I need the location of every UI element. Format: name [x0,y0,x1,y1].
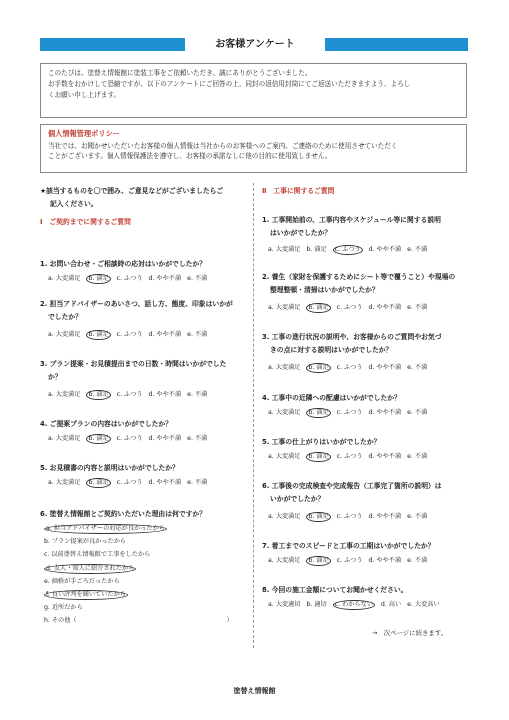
option-e[interactable]: e. 不満 [407,453,428,460]
option-e[interactable]: e. 不満 [187,479,208,486]
reason-list [44,522,233,628]
option-c[interactable]: c. ふつう [116,391,143,398]
question-text: か？ [48,373,62,381]
option-d[interactable]: d. やや不満 [148,479,182,486]
option-c[interactable]: c. ふつう [336,409,363,416]
option-e[interactable]: e. 不満 [407,304,428,311]
column-divider [253,183,254,648]
option-e[interactable]: e. 不満 [187,435,208,442]
header-bar-right [325,38,468,51]
option-d[interactable]: d. やや不満 [368,513,402,520]
question-l4: 4. ご提案プランの内容はいかがでしたか？ [40,420,173,428]
option-d[interactable]: d. やや不満 [368,409,402,416]
option-d[interactable]: d. やや不満 [368,246,402,253]
option-b-selected[interactable]: b. 満足 [308,409,329,416]
option-d[interactable]: d. やや不満 [148,275,182,282]
question-r4: 4. 工事中の近隣への配慮はいかがでしたか？ [262,394,401,402]
question-r3 [262,331,467,357]
reason-h-label: h. その他（ [44,617,77,625]
circle-mark: f. 良い評判を聞いていたから [46,591,126,599]
option-e[interactable]: e. 不満 [407,409,428,416]
option-b-selected[interactable]: b. 満足 [88,391,109,398]
question-l6: 6. 塗替え情報館とご契約いただいた理由は何ですか？ [40,510,207,518]
option-b-selected[interactable]: b. 満足 [88,435,109,442]
option-c[interactable]: c. ふつう [336,364,363,371]
rating-options-r1 [268,245,431,255]
option-a[interactable]: a. 大変満足 [268,513,301,520]
intro-line: このたびは、塗替え情報館に塗装工事をご依頼いただき、誠にありがとうございました。 [48,69,312,77]
question-text: きの点に対する説明はいかがでしたか？ [270,346,393,354]
question-text: はいかがでしたか？ [270,229,332,237]
option-d[interactable]: d. やや不満 [368,364,402,371]
question-text: 整理整頓・清掃はいかがでしたか？ [270,286,379,294]
instructions: ★該当するものを〇で囲み、ご意見などがございましたらご [40,187,224,195]
option-e[interactable]: e. 不満 [407,513,428,520]
option-d[interactable]: d. 高い [380,601,402,608]
option-b-selected[interactable]: b. 満足 [88,331,109,338]
option-d[interactable]: d. やや不満 [148,391,182,398]
rating-options-r3 [268,363,431,373]
price-options [268,600,444,610]
circle-mark: d. 友人・知人に紹介されたから [46,564,135,572]
intro-box [40,63,467,118]
rating-options-r4 [268,408,431,418]
option-c[interactable]: c. ふつう [116,435,143,442]
option-a[interactable]: a. 大変適切 [268,601,301,608]
option-b-selected[interactable]: b. 満足 [308,453,329,460]
option-d[interactable]: d. やや不満 [368,453,402,460]
left-column [40,185,245,228]
option-a[interactable]: a. 大変満足 [48,331,81,338]
intro-line: お手数をおかけして恐縮ですが、以下のアンケートにご回答の上、同封の返信用封筒にてご返送いただきますよう、よろし [48,80,411,88]
option-d[interactable]: d. やや不満 [148,435,182,442]
option-d[interactable]: d. やや不満 [148,331,182,338]
option-e[interactable]: e. 不満 [407,364,428,371]
option-e[interactable]: e. 不満 [187,391,208,398]
reason-h[interactable] [44,614,233,627]
question-r7: 7. 着工までのスピードと工事の工期はいかがでしたか？ [262,542,435,550]
question-l1: 1. お問い合わせ・ご相談時の応対はいかがでしたか？ [40,260,207,268]
option-b[interactable]: b. 満足 [306,246,327,253]
privacy-line: 当社では、お聞かせいただいたお客様の個人情報は当社からのお客様へのご案内、ご連絡のために使用させていただく [48,141,398,150]
option-b-selected[interactable]: b. 満足 [88,275,109,282]
rating-options-r5 [268,452,431,462]
option-a[interactable]: a. 大変満足 [268,364,301,371]
option-c-selected[interactable]: c. わからない [334,601,373,608]
reason-d-selected[interactable] [44,562,233,575]
option-b[interactable]: b. 適切 [306,601,327,608]
option-a[interactable]: a. 大変満足 [268,246,301,253]
option-e[interactable]: e. 大変高い [407,601,440,608]
option-c[interactable]: c. ふつう [116,275,143,282]
reason-c[interactable]: c. 以前塗替え情報館で工事をしたから [44,551,151,559]
option-a[interactable]: a. 大変満足 [48,479,81,486]
option-c[interactable]: c. ふつう [116,479,143,486]
option-c[interactable]: c. ふつう [336,513,363,520]
option-b-selected[interactable]: b. 満足 [308,304,329,311]
option-e[interactable]: e. 不満 [187,275,208,282]
question-r8: 8. 今回の施工金額についてお聞かせください。 [262,586,408,594]
circle-mark: a. 担当アドバイザーの対応が良かったから [46,525,165,532]
option-a[interactable]: a. 大変満足 [268,409,301,416]
reason-e[interactable]: e. 価格が手ごろだったから [44,577,120,585]
question-l3 [40,358,245,384]
option-b-selected[interactable]: b. 満足 [308,364,329,371]
option-a[interactable]: a. 大変満足 [48,275,81,282]
option-a[interactable]: a. 大変満足 [268,557,301,564]
section-heading-work: Ⅱ 工事に関するご質問 [262,187,335,195]
question-r6 [262,480,467,506]
rating-options-l1 [48,274,211,284]
option-b-selected[interactable]: b. 満足 [88,479,109,486]
option-e[interactable]: e. 不満 [407,557,428,564]
option-c[interactable]: c. ふつう [336,304,363,311]
option-c[interactable]: c. ふつう [116,331,143,338]
reason-b[interactable]: b. プラン提案が良かったから [44,538,127,546]
option-d[interactable]: d. やや不満 [368,557,402,564]
option-a[interactable]: a. 大変満足 [48,435,81,442]
option-a[interactable]: a. 大変満足 [268,304,301,311]
question-r1 [262,214,467,240]
question-text: 3. プラン提案・お見積提出までの日数・時間はいかがでした [40,360,227,368]
rating-options-l4 [48,434,211,444]
section-heading-contract: Ⅰ ご契約までに関するご質問 [40,218,131,226]
question-text: いかがでしたか？ [270,495,325,503]
question-text: 2. 担当アドバイザーのあいさつ、話し方、態度、印象はいかが [40,300,233,308]
rating-options-r2 [268,303,431,313]
rating-options-r7 [268,556,431,566]
right-column [262,185,467,197]
question-r5: 5. 工事の仕上がりはいかがでしたか？ [262,438,381,446]
header-bar-left [40,38,185,51]
privacy-title: 個人情報管理ポリシー [48,129,120,138]
question-text: でしたか？ [48,313,82,321]
option-d[interactable]: d. やや不満 [368,304,402,311]
option-a[interactable]: a. 大変満足 [268,453,301,460]
option-e[interactable]: e. 不満 [407,246,428,253]
option-e[interactable]: e. 不満 [187,331,208,338]
reason-f-selected[interactable] [44,588,233,601]
privacy-line: ことがございます。個人情報保護法を遵守し、お客様の承諾なしに他の目的に使用致しません。 [48,152,332,160]
reason-h-close: ） [226,617,233,625]
company-name-footer: 塗替え情報館 [233,687,276,695]
page-title: お客様アンケート [215,39,295,50]
option-b-selected[interactable]: b. 満足 [308,557,329,564]
option-c[interactable]: c. ふつう [336,453,363,460]
rating-options-l2 [48,330,211,340]
continue-note: → 次ページに続きます。 [372,629,448,637]
question-text: 3. 工事の進行状況の説明や、お客様からのご質問やお気づ [262,333,442,341]
rating-options-r6 [268,512,431,522]
option-b-selected[interactable]: b. 満足 [308,513,329,520]
rating-options-l3 [48,390,211,400]
option-c[interactable]: c. ふつう [336,557,363,564]
question-text: 6. 工事後の完成検査や完成報告（工事完了箇所の説明）は [262,482,442,490]
question-text: 2. 養生（家財を保護するためにシート等で覆うこと）や現場の [262,273,456,281]
reason-a-selected[interactable] [44,522,233,535]
reason-g[interactable]: g. 近所だから [44,604,83,612]
question-r2 [262,271,467,297]
question-l2 [40,298,245,324]
option-a[interactable]: a. 大変満足 [48,391,81,398]
question-text: 1. 工事開始前の、工事内容やスケジュール等に関する説明 [262,216,441,224]
option-c-selected[interactable]: c. ふつう [334,246,361,253]
privacy-policy-box [40,124,467,173]
instructions: 記入ください。 [50,200,98,208]
question-l5: 5. お見積書の内容と説明はいかがでしたか？ [40,464,179,472]
intro-line: くお願い申し上げます。 [48,91,121,99]
rating-options-l5 [48,478,211,488]
